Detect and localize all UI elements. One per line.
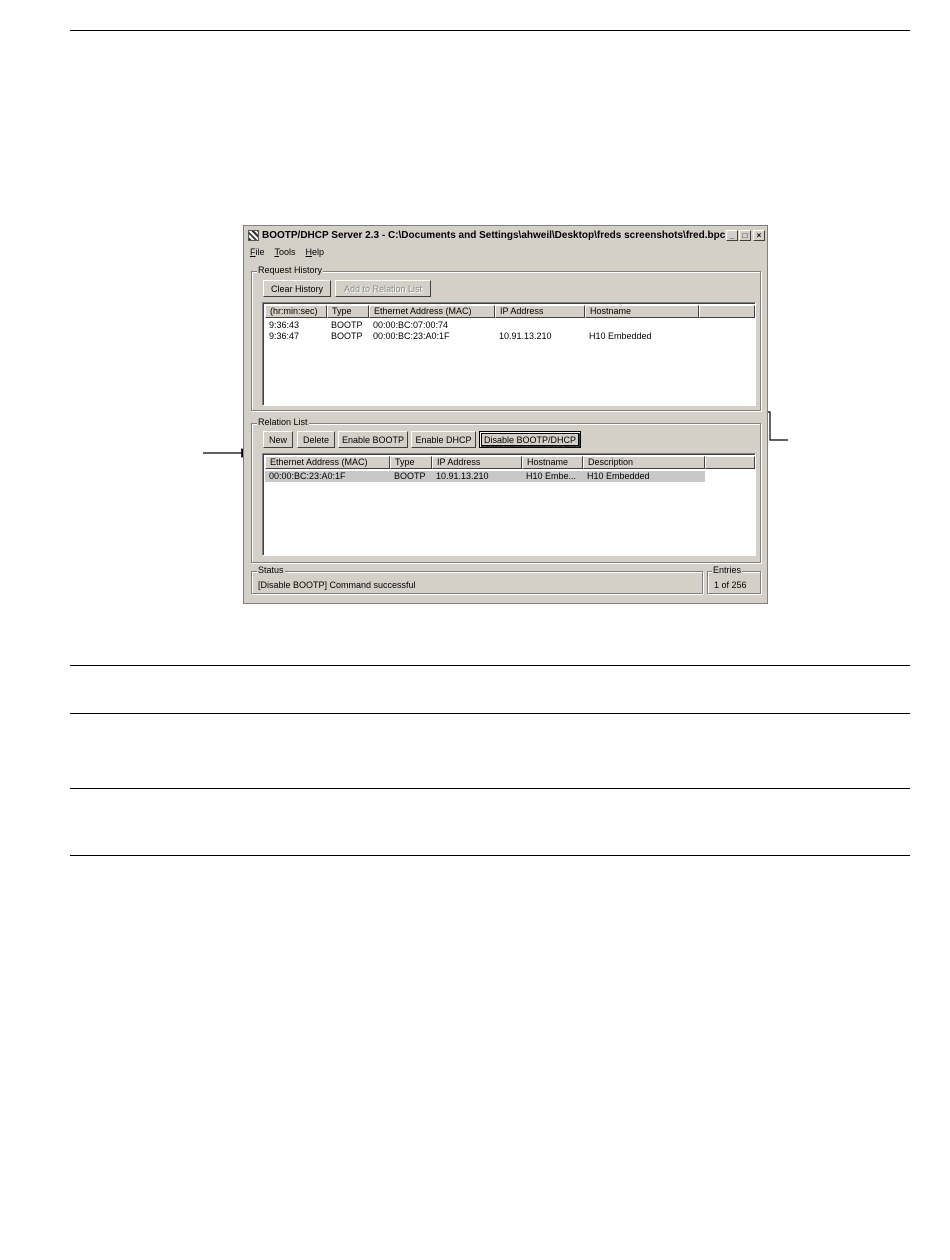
- request-history-label: Request History: [258, 265, 323, 275]
- cell-type: BOOTP: [331, 320, 363, 330]
- request-history-group: [251, 265, 761, 411]
- entries-box: [707, 565, 761, 594]
- close-button[interactable]: ×: [753, 230, 765, 241]
- menu-file[interactable]: File: [250, 247, 265, 257]
- table-row[interactable]: [265, 471, 705, 482]
- delete-button[interactable]: Delete: [297, 431, 335, 448]
- column-header-type[interactable]: Type: [327, 305, 369, 318]
- column-header-description[interactable]: Description: [583, 456, 705, 469]
- column-header-mac[interactable]: Ethernet Address (MAC): [265, 456, 390, 469]
- rule-2: [70, 665, 910, 666]
- disable-bootp-dhcp-button[interactable]: Disable BOOTP/DHCP: [479, 431, 581, 448]
- title-bar[interactable]: [246, 228, 765, 243]
- add-to-relation-list-button[interactable]: Add to Relation List: [335, 280, 431, 297]
- status-box: [251, 565, 703, 594]
- table-row[interactable]: [265, 331, 699, 342]
- cell-ip: [495, 320, 585, 331]
- column-header-mac[interactable]: Ethernet Address (MAC): [369, 305, 495, 318]
- cell-mac: 00:00:BC:23:A0:1F: [269, 471, 346, 481]
- clear-history-button[interactable]: Clear History: [263, 280, 331, 297]
- rule-5: [70, 855, 910, 856]
- cell-type: BOOTP: [331, 331, 363, 341]
- column-header-ip[interactable]: IP Address: [432, 456, 522, 469]
- window-title: BOOTP/DHCP Server 2.3 - C:\Documents and Settings\ahweil\Desktop\freds screenshots\fred.bpc: [262, 230, 725, 241]
- rule-4: [70, 788, 910, 789]
- request-history-list[interactable]: [262, 302, 756, 406]
- table-row[interactable]: [265, 320, 699, 331]
- status-label: Status: [258, 565, 284, 575]
- cell-mac: 00:00:BC:23:A0:1F: [373, 331, 450, 341]
- cell-time: 9:36:43: [269, 320, 300, 330]
- cell-description: H10 Embedded: [587, 471, 650, 481]
- relation-list-label: Relation List: [258, 417, 308, 427]
- relation-list-header: [265, 456, 755, 469]
- entries-count: 1 of 256: [714, 580, 747, 590]
- column-header-type[interactable]: Type: [390, 456, 432, 469]
- column-header-ip[interactable]: IP Address: [495, 305, 585, 318]
- enable-dhcp-button[interactable]: Enable DHCP: [411, 431, 476, 448]
- top-rule: [70, 30, 910, 31]
- cell-mac: 00:00:BC:07:00:74: [373, 320, 449, 330]
- menu-bar: [250, 247, 324, 257]
- cell-hostname: H10 Embedded: [589, 331, 652, 341]
- entries-label: Entries: [713, 565, 742, 575]
- maximize-button[interactable]: □: [739, 230, 751, 241]
- request-history-header: [265, 305, 755, 318]
- column-header-filler: [699, 305, 755, 318]
- cell-ip: 10.91.13.210: [436, 471, 489, 481]
- menu-tools[interactable]: Tools: [274, 247, 296, 257]
- column-header-time[interactable]: (hr:min:sec): [265, 305, 327, 318]
- bootp-dhcp-window: [243, 225, 768, 604]
- column-header-hostname[interactable]: Hostname: [522, 456, 583, 469]
- rule-3: [70, 713, 910, 714]
- column-header-filler: [705, 456, 755, 469]
- cell-hostname: H10 Embe...: [526, 471, 577, 481]
- relation-list-table[interactable]: [262, 453, 756, 556]
- cell-time: 9:36:47: [269, 331, 300, 341]
- cell-hostname: [585, 320, 699, 331]
- cell-ip: 10.91.13.210: [499, 331, 552, 341]
- cell-type: BOOTP: [394, 471, 426, 481]
- relation-list-group: [251, 417, 761, 563]
- app-icon: [248, 230, 259, 241]
- status-text: [Disable BOOTP] Command successful: [258, 580, 416, 590]
- column-header-hostname[interactable]: Hostname: [585, 305, 699, 318]
- menu-help[interactable]: Help: [305, 247, 325, 257]
- new-button[interactable]: New: [263, 431, 293, 448]
- enable-bootp-button[interactable]: Enable BOOTP: [338, 431, 408, 448]
- minimize-button[interactable]: _: [726, 230, 738, 241]
